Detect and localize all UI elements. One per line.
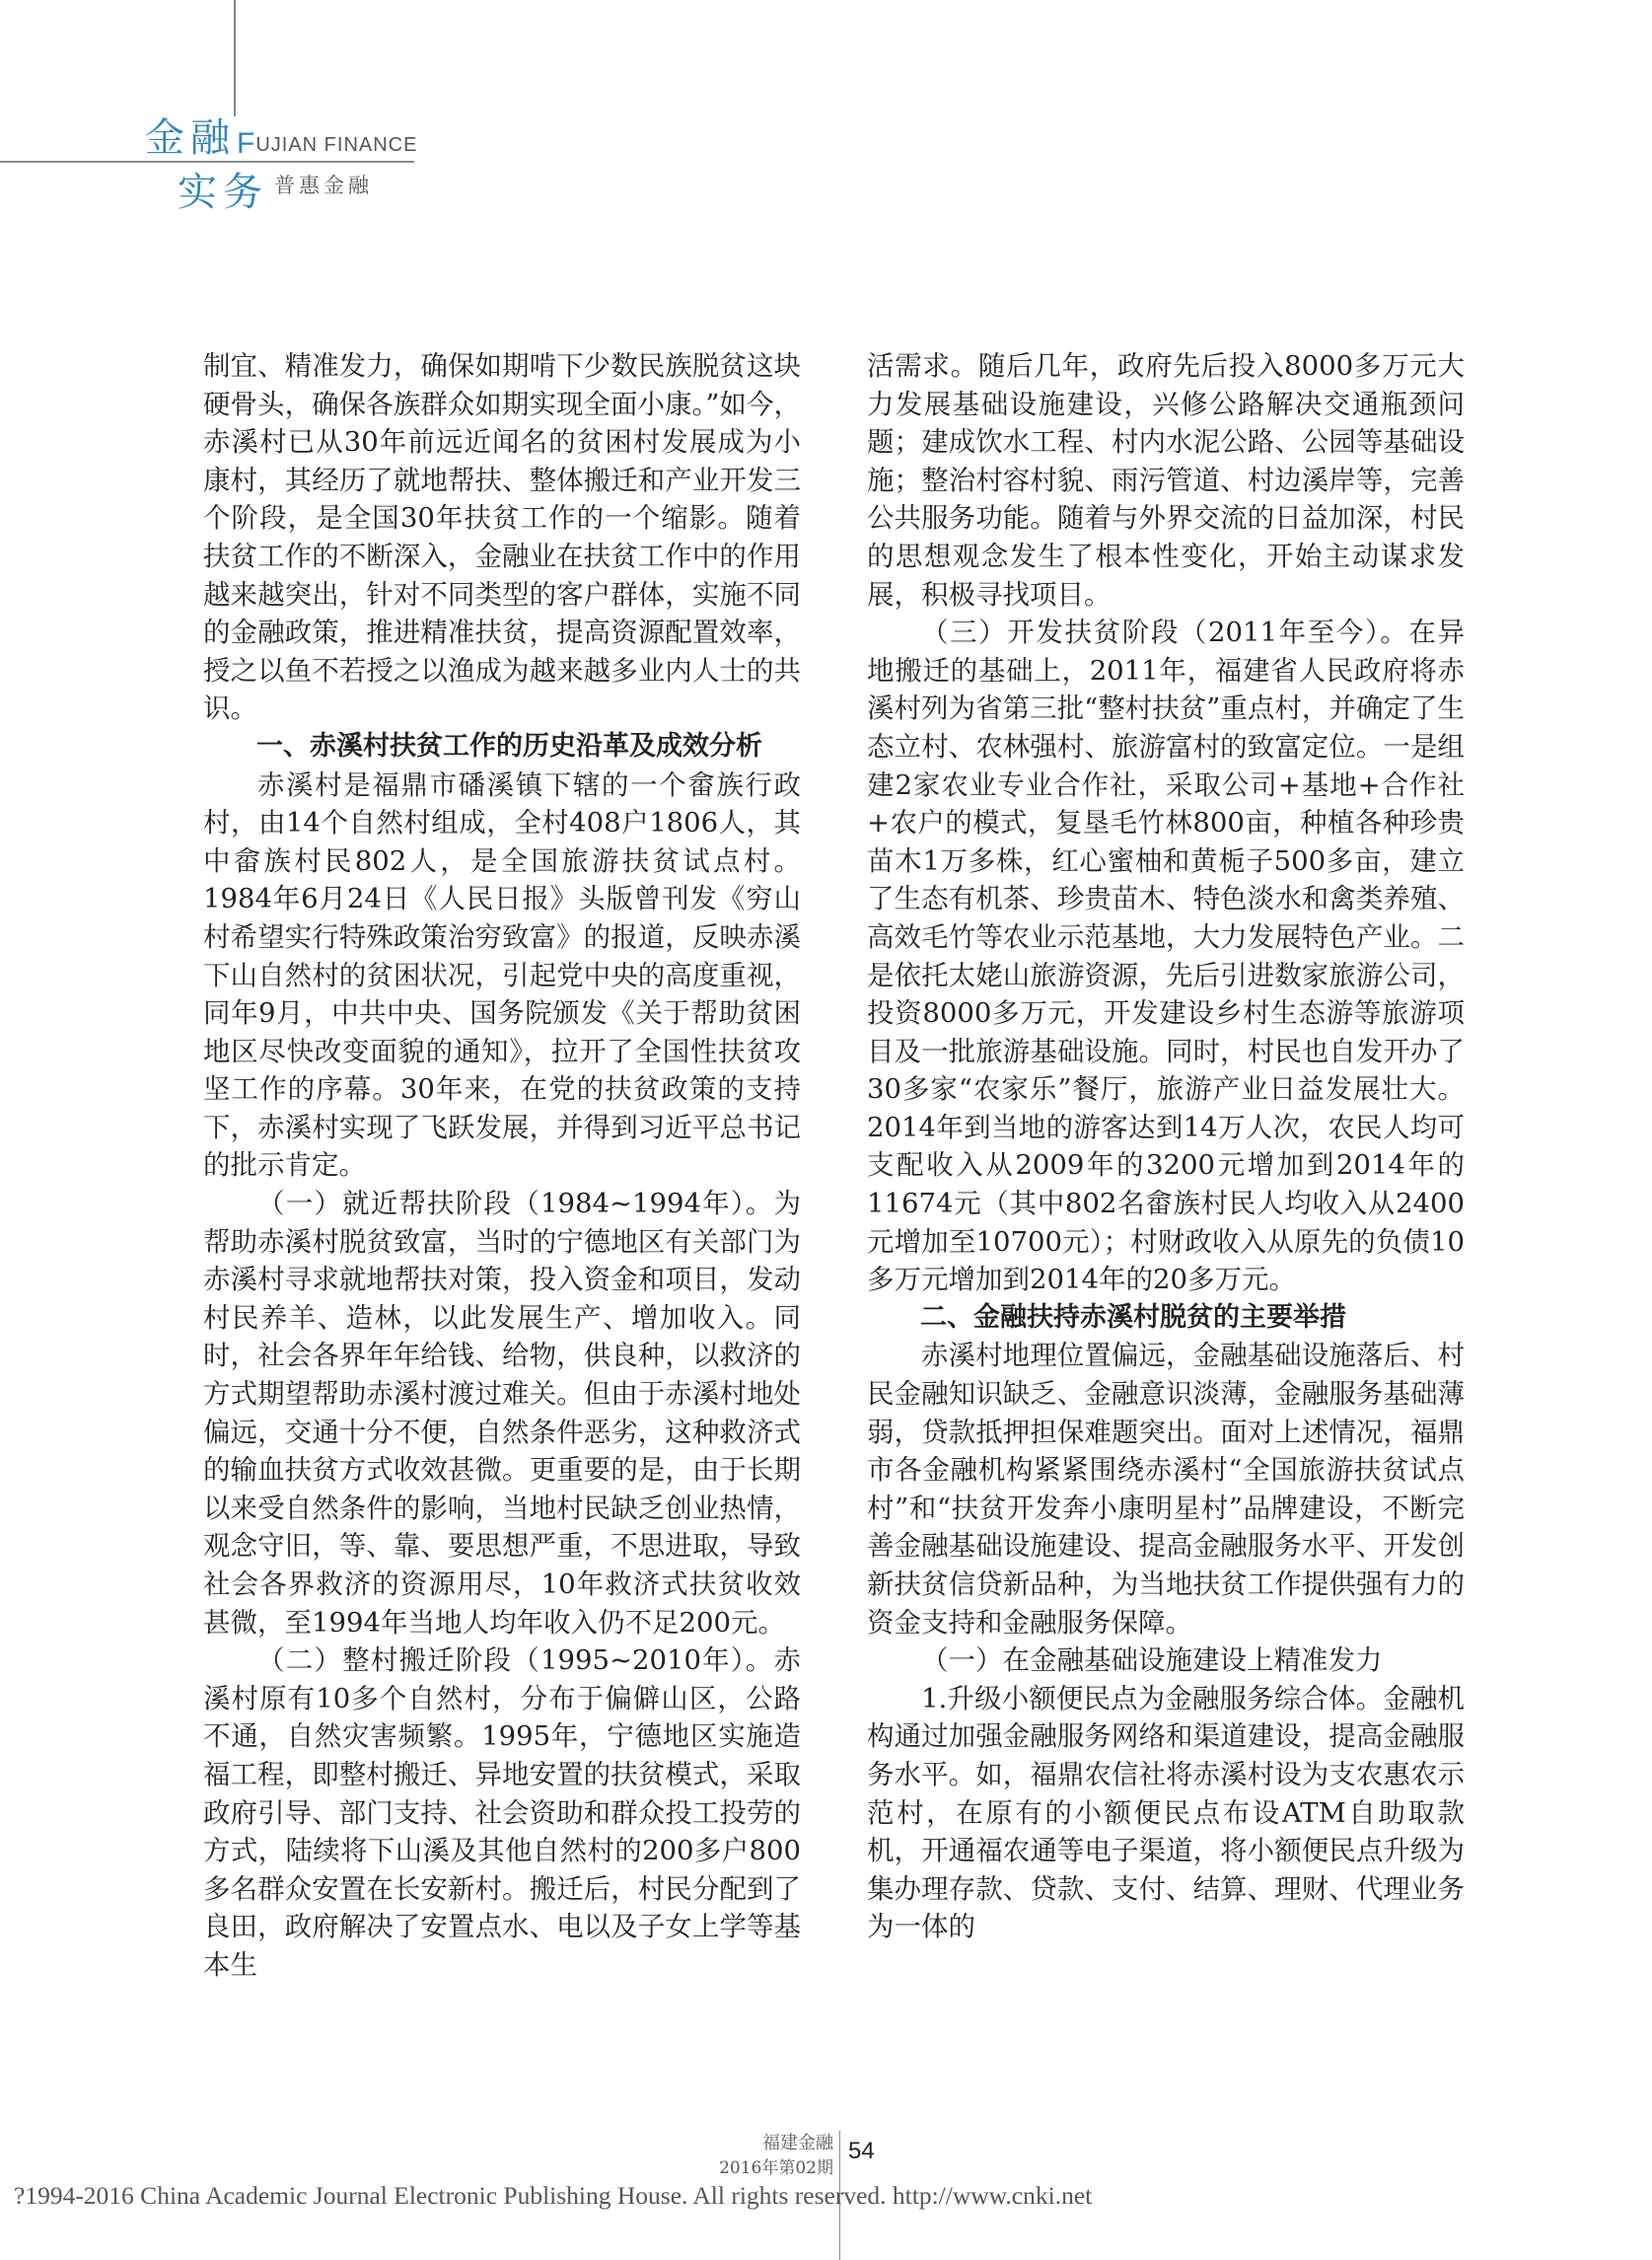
header-english-initial: F xyxy=(237,127,256,160)
page-number: 54 xyxy=(848,2138,875,2164)
paragraph: （一）就近帮扶阶段（1984~1994年）。为帮助赤溪村脱贫致富，当时的宁德地区有关部门为赤溪村寻求就地帮扶对策，投入资金和项目，发动村民养羊、造林，以此发展生产、增加收入。同时，社会各界年年给钱、给物，供良种，以救济的方式期望帮助赤溪村渡过难关。但由于赤溪村地处偏远，交通十分不便，自然条件恶劣，这种救济式的输血扶贫方式收效甚微。更重要的是，由于长期以来受自然条件的影响，当地村民缺乏创业热情，观念守旧，等、靠、要思想严重，不思进取，导致社会各界救济的资源用尽，10年救济式扶贫收效甚微，至1994年当地人均年收入仍不足200元。 xyxy=(203,1188,801,1639)
paragraph: 赤溪村地理位置偏远，金融基础设施落后、村民金融知识缺乏、金融意识淡薄，金融服务基础薄弱，贷款抵押担保难题突出。面对上述情况，福鼎市各金融机构紧紧围绕赤溪村“全国旅游扶贫试点村”和“扶贫开发奔小康明星村”品牌建设，不断完善金融基础设施建设、提高金融服务水平、开发创新扶贫信贷新品种，为当地扶贫工作提供强有力的资金支持和金融服务保障。 xyxy=(867,1340,1465,1639)
section-heading: 二、金融扶持赤溪村脱贫的主要举措 xyxy=(920,1301,1346,1333)
paragraph: （三）开发扶贫阶段（2011年至今）。在异地搬迁的基础上，2011年，福建省人民政府将赤溪村列为省第三批“整村扶贫”重点村，并确定了生态立村、农林强村、旅游富村的致富定位。一是组建2家农业专业合作社，采取公司+基地+合作社+农户的模式，复垦毛竹林800亩，种植各种珍贵苗木1万多株，红心蜜柚和黄栀子500多亩，建立了生态有机茶、珍贵苗木、特色淡水和禽类养殖、高效毛竹等农业示范基地，大力发展特色产业。二是依托太姥山旅游资源，先后引进数家旅游公司，投资8000多万元，开发建设乡村生态游等旅游项目及一批旅游基础设施。同时，村民也自发开办了30多家“农家乐”餐厅，旅游产业日益发展壮大。2014年到当地的游客达到14万人次，农民人均可支配收入从2009年的3200元增加到2014年的11674元（其中802名畲族村民人均收入从2400元增加至10700元）；村财政收入从原先的负债10多万元增加到2014年的20多万元。 xyxy=(867,617,1465,1296)
header-english-rest: UJIAN FINANCE xyxy=(255,134,418,156)
copyright-line: ?1994-2016 China Academic Journal Electronic Publishing House. All rights reserved. http://www.cnki.net xyxy=(14,2181,1093,2210)
header-title-jinrong: 金融 xyxy=(145,115,236,161)
paragraph: （二）整村搬迁阶段（1995~2010年）。赤溪村原有10多个自然村，分布于偏僻山区，公路不通，自然灾害频繁。1995年，宁德地区实施造福工程，即整村搬迁、异地安置的扶贫模式，采取政府引导、部门支持、社会资助和群众投工投劳的方式，陆续将下山溪及其他自然村的200多户800多名群众安置在长安新村。搬迁后，村民分配到了良田，政府解决了安置点水、电以及子女上学等基本生 xyxy=(203,1644,801,1981)
right-text-column xyxy=(867,347,1465,1946)
paragraph: 1.升级小额便民点为金融服务综合体。金融机构通过加强金融服务网络和渠道建设，提高金融服务水平。如，福鼎农信社将赤溪村设为支农惠农示范村，在原有的小额便民点布设ATM自助取款机，开通福农通等电子渠道，将小额便民点升级为集办理存款、贷款、支付、结算、理财、代理业务为一体的 xyxy=(867,1682,1465,1943)
section-heading: 一、赤溪村扶贫工作的历史沿革及成效分析 xyxy=(256,730,762,762)
left-text-column xyxy=(203,347,801,1985)
header-english-title xyxy=(237,127,418,160)
paragraph: 制宜、精准发力，确保如期啃下少数民族脱贫这块硬骨头，确保各族群众如期实现全面小康。”如今，赤溪村已从30年前远近闻名的贫困村发展成为小康村，其经历了就地帮扶、整体搬迁和产业开发三个阶段，是全国30年扶贫工作的一个缩影。随着扶贫工作的不断深入，金融业在扶贫工作中的作用越来越突出，针对不同类型的客户群体，实施不同的金融政策，推进精准扶贫，提高资源配置效率，授之以鱼不若授之以渔成为越来越多业内人士的共识。 xyxy=(203,350,801,725)
paragraph: 活需求。随后几年，政府先后投入8000多万元大力发展基础设施建设，兴修公路解决交通瓶颈问题；建成饮水工程、村内水泥公路、公园等基础设施；整治村容村貌、雨污管道、村边溪岸等，完善公共服务功能。随着与外界交流的日益加深，村民的思想观念发生了根本性变化，开始主动谋求发展，积极寻找项目。 xyxy=(867,350,1465,611)
paragraph: 赤溪村是福鼎市磻溪镇下辖的一个畲族行政村，由14个自然村组成，全村408户1806人，其中畲族村民802人，是全国旅游扶贫试点村。1984年6月24日《人民日报》头版曾刊发《穷山村希望实行特殊政策治穷致富》的报道，反映赤溪下山自然村的贫困状况，引起党中央的高度重视，同年9月，中共中央、国务院颁发《关于帮助贫困地区尽快改变面貌的通知》，拉开了全国性扶贫攻坚工作的序幕。30年来，在党的扶贫政策的支持下，赤溪村实现了飞跃发展，并得到习近平总书记的批示肯定。 xyxy=(203,768,801,1182)
footer-issue: 2016年第02期 xyxy=(719,2158,833,2178)
footer-journal-name: 福建金融 xyxy=(762,2133,833,2153)
header-vertical-rule xyxy=(234,0,236,116)
header-title-shiwu: 实务 xyxy=(178,170,268,215)
header-section-name: 普惠金融 xyxy=(274,174,373,197)
paragraph: （一）在金融基础设施建设上精准发力 xyxy=(921,1644,1383,1677)
